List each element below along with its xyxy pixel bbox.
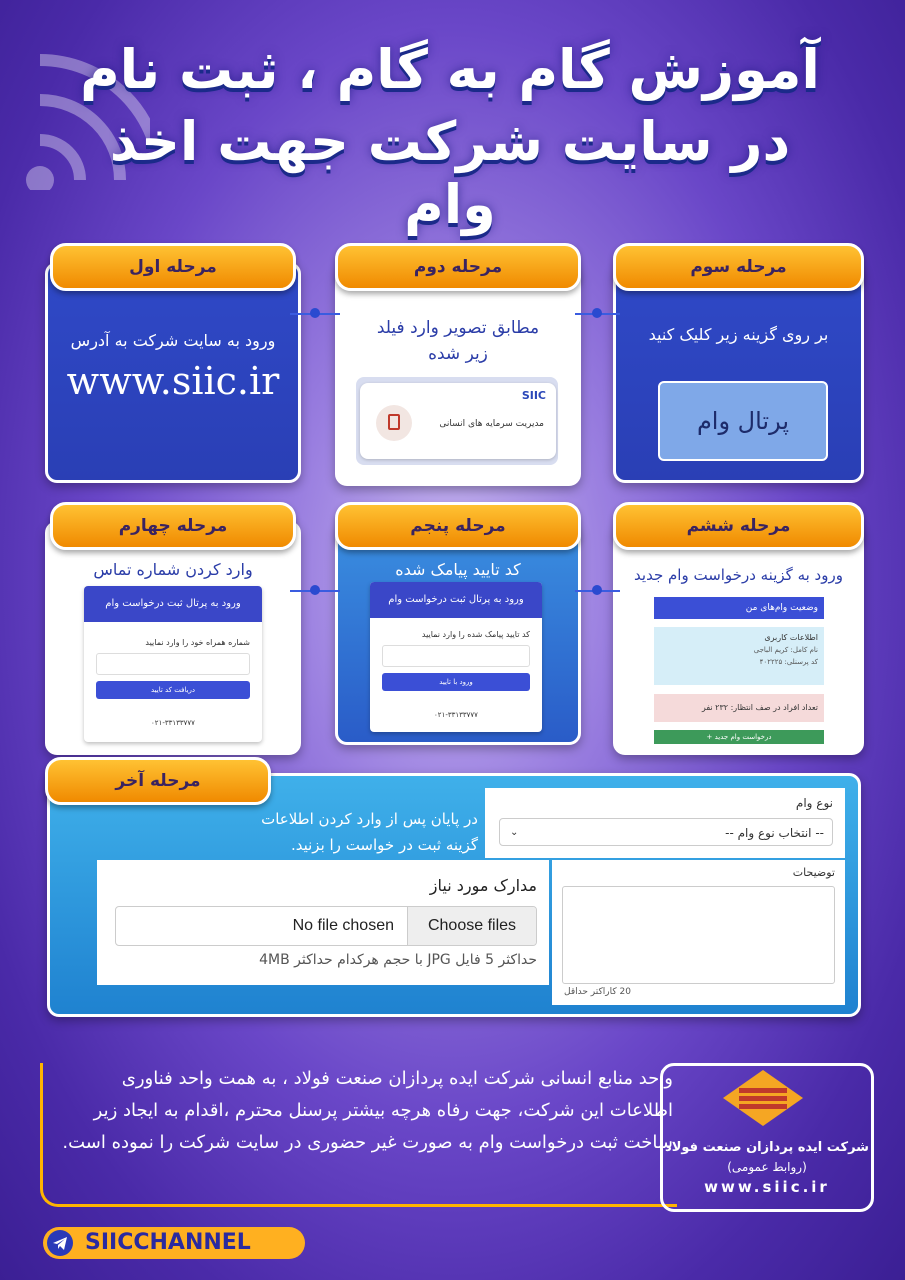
step-3-card xyxy=(613,262,864,483)
phone-input[interactable] xyxy=(96,653,250,675)
step-3-text: بر روی گزینه زیر کلیک کنید xyxy=(648,325,829,344)
step-2-card xyxy=(335,262,581,486)
description-panel xyxy=(552,860,845,1005)
step-4-tab: مرحله چهارم xyxy=(50,502,296,550)
telegram-icon xyxy=(47,1230,73,1256)
company-name: شرکت ایده پردازان صنعت فولاد xyxy=(665,1140,869,1155)
loan-type-select-value: -- انتخاب نوع وام -- xyxy=(725,826,824,840)
description-label: توضیحات xyxy=(792,866,835,879)
loan-type-label: نوع وام xyxy=(795,796,833,810)
file-hint: حداکثر 5 فایل JPG با حجم هرکدام حداکثر 4MB xyxy=(259,952,537,968)
support-phone: ۰۲۱-۳۳۱۳۳۷۷۷ xyxy=(434,711,478,719)
file-status: No file chosen xyxy=(292,917,394,934)
step-4-text: وارد کردن شماره تماس xyxy=(93,560,253,579)
step-2-tab: مرحله دوم xyxy=(335,243,581,291)
step-last-card xyxy=(47,773,861,1017)
step-1-tab: مرحله اول xyxy=(50,243,296,291)
description-textarea[interactable] xyxy=(562,886,835,984)
user-info-name: نام کامل: کریم الباجی xyxy=(753,646,818,654)
otp-input[interactable] xyxy=(382,645,530,667)
step-last-tab: مرحله آخر xyxy=(45,757,271,805)
description-hint: 20 کاراکتر حداقل xyxy=(564,987,631,997)
step-5-card xyxy=(335,521,581,745)
step-6-card xyxy=(613,521,864,755)
company-logo-icon xyxy=(721,1068,805,1128)
step-1-card xyxy=(45,262,301,483)
verify-button[interactable]: ورود با تایید xyxy=(382,673,530,691)
user-info-title: اطلاعات کاربری xyxy=(764,633,818,642)
step-6-text: ورود به گزینه درخواست وام جدید xyxy=(634,566,843,584)
hr-module-card xyxy=(360,383,556,459)
phone-form xyxy=(84,586,262,742)
queue-count: تعداد افراد در صف انتظار: ۲۳۲ نفر xyxy=(654,694,824,722)
user-info-code: کد پرسنلی: ۴۰۲۲۲۵ xyxy=(759,658,818,666)
step-3-tab: مرحله سوم xyxy=(613,243,864,291)
page-title-line2: در سایت شرکت جهت اخذ وام xyxy=(109,110,791,236)
chevron-down-icon: ⌄ xyxy=(510,827,519,838)
siic-brand: SIIC xyxy=(521,389,546,402)
new-loan-request-button[interactable]: + درخواست وام جدید xyxy=(654,730,824,744)
step-4-card xyxy=(45,521,301,755)
connector-dot xyxy=(310,308,320,318)
company-url: www.siic.ir xyxy=(704,1178,830,1196)
page-title-line1: آموزش گام به گام ، ثبت نام xyxy=(80,38,820,101)
step-6-tab: مرحله ششم xyxy=(613,502,864,550)
company-logo-box xyxy=(660,1063,874,1212)
loan-type-select[interactable] xyxy=(499,818,833,846)
badge-icon xyxy=(376,405,412,441)
choose-files-button[interactable]: Choose files xyxy=(407,907,536,945)
user-info-box xyxy=(654,627,824,685)
step-last-text-line2: گزینه ثبت در خواست را بزنید. xyxy=(290,836,478,854)
otp-form xyxy=(370,582,542,732)
loan-status-header: وضعیت وام‌های من xyxy=(654,597,824,619)
telegram-channel-link[interactable] xyxy=(43,1227,305,1259)
get-code-button[interactable]: دریافت کد تایید xyxy=(96,681,250,699)
step-1-text: ورود به سایت شرکت به آدرس xyxy=(70,331,276,350)
otp-form-prompt: کد تایید پیامک شده را وارد نمایید xyxy=(421,630,530,639)
connector-dot xyxy=(592,585,602,595)
file-input[interactable] xyxy=(115,906,537,946)
phone-form-prompt: شماره همراه خود را وارد نمایید xyxy=(145,638,250,647)
connector-dot xyxy=(592,308,602,318)
footer-description: واحد منابع انسانی شرکت ایده پردازان صنعت فولاد ، به همت واحد فناوری اطلاعات این شرکت، جهت رفاه هرچه بیشتر پرسنل محترم ،اقدام به ایجاد زیر ساخت ثبت درخواست وام به صورت غیر حضوری در سایت شرکت را نموده است. xyxy=(40,1063,677,1207)
channel-name: SIICCHANNEL xyxy=(85,1230,251,1255)
loan-portal-button[interactable]: پرتال وام xyxy=(658,381,828,461)
loan-type-panel xyxy=(485,788,845,858)
step-5-text: کد تایید پیامک شده xyxy=(395,560,521,579)
documents-panel xyxy=(97,860,549,985)
connector-dot xyxy=(310,585,320,595)
phone-form-title: ورود به پرتال ثبت درخواست وام xyxy=(84,586,262,622)
documents-label: مدارک مورد نیاز xyxy=(429,876,537,895)
step-2-text: مطابق تصویر وارد فیلد زیر شده xyxy=(376,318,540,364)
step-5-tab: مرحله پنجم xyxy=(335,502,581,550)
company-dept: (روابط عمومی) xyxy=(727,1160,807,1174)
otp-form-title: ورود به پرتال ثبت درخواست وام xyxy=(370,582,542,618)
hr-module-label: مدیریت سرمایه های انسانی xyxy=(439,419,544,429)
support-phone: ۰۲۱-۳۳۱۳۳۷۷۷ xyxy=(151,719,195,727)
step-last-text xyxy=(198,806,478,858)
site-url: www.siic.ir xyxy=(66,359,280,403)
step-last-text-line1: در پایان پس از وارد کردن اطلاعات xyxy=(261,810,478,828)
